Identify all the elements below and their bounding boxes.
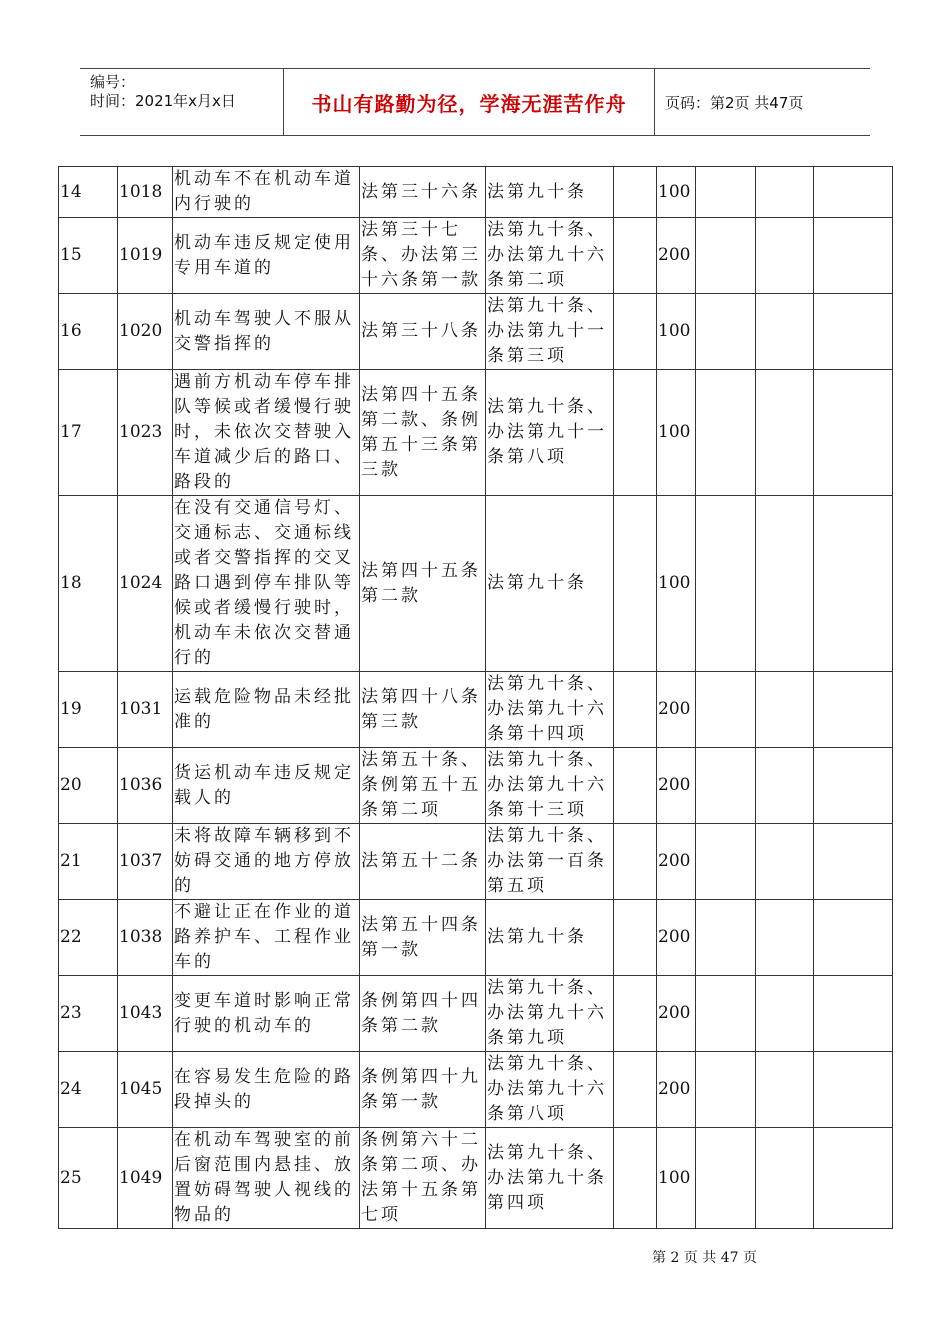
empty-cell [614,294,657,370]
empty-cell [696,900,756,976]
empty-cell [756,1052,814,1128]
legal-basis-cell: 法第三十八条 [360,294,486,370]
empty-cell [696,496,756,672]
violation-description-cell: 在机动车驾驶室的前后窗范围内悬挂、放置妨碍驾驶人视线的物品的 [173,1128,360,1229]
empty-cell [614,218,657,294]
row-sequence-cell: 15 [59,218,118,294]
fine-amount-cell: 100 [657,370,696,496]
table-body [59,167,893,1229]
empty-cell [814,1128,893,1229]
row-sequence-cell: 18 [59,496,118,672]
table-row [59,976,893,1052]
legal-basis-cell: 法第三十六条 [360,167,486,218]
penalty-basis-cell: 法第九十条、办法第九十六条第十三项 [486,748,614,824]
empty-cell [814,218,893,294]
empty-cell [756,370,814,496]
table-row [59,1128,893,1229]
table-row [59,900,893,976]
penalty-basis-cell: 法第九十条、办法第九十六条第九项 [486,976,614,1052]
empty-cell [614,167,657,218]
row-sequence-cell: 16 [59,294,118,370]
fine-amount-cell: 200 [657,1052,696,1128]
penalty-basis-cell: 法第九十条、办法第一百条第五项 [486,824,614,900]
empty-cell [756,824,814,900]
fine-amount-cell: 100 [657,496,696,672]
empty-cell [696,748,756,824]
empty-cell [814,748,893,824]
table-row [59,370,893,496]
violation-description-cell: 机动车驾驶人不服从交警指挥的 [173,294,360,370]
row-sequence-cell: 22 [59,900,118,976]
violation-code-cell: 1037 [118,824,173,900]
empty-cell [756,167,814,218]
empty-cell [814,672,893,748]
empty-cell [814,496,893,672]
legal-basis-cell: 条例第四十四条第二款 [360,976,486,1052]
legal-basis-cell: 法第四十五条第二款、条例第五十三条第三款 [360,370,486,496]
violation-description-cell: 机动车不在机动车道内行驶的 [173,167,360,218]
empty-cell [696,976,756,1052]
violation-code-cell: 1018 [118,167,173,218]
empty-cell [696,218,756,294]
empty-cell [696,294,756,370]
legal-basis-cell: 法第四十五条第二款 [360,496,486,672]
penalty-basis-cell: 法第九十条、办法第九十六条第十四项 [486,672,614,748]
violation-description-cell: 在没有交通信号灯、交通标志、交通标线或者交警指挥的交叉路口遇到停车排队等候或者缓慢行驶时，机动车未依次交替通行的 [173,496,360,672]
empty-cell [696,1128,756,1229]
empty-cell [614,748,657,824]
empty-cell [696,824,756,900]
legal-basis-cell: 法第五十二条 [360,824,486,900]
penalty-basis-cell: 法第九十条 [486,496,614,672]
violation-description-cell: 货运机动车违反规定载人的 [173,748,360,824]
row-sequence-cell: 17 [59,370,118,496]
penalty-basis-cell: 法第九十条、办法第九十六条第八项 [486,1052,614,1128]
header-motto: 书山有路勤为径，学海无涯苦作舟 [283,69,655,135]
empty-cell [814,824,893,900]
fine-amount-cell: 100 [657,294,696,370]
table-row [59,824,893,900]
legal-basis-cell: 法第三十七条、办法第三十六条第一款 [360,218,486,294]
empty-cell [614,900,657,976]
empty-cell [696,672,756,748]
empty-cell [756,1128,814,1229]
penalty-basis-cell: 法第九十条、办法第九十六条第二项 [486,218,614,294]
violation-table [58,166,893,1229]
violation-description-cell: 变更车道时影响正常行驶的机动车的 [173,976,360,1052]
document-number-label: 编号： [90,73,136,91]
empty-cell [614,824,657,900]
table-row [59,672,893,748]
table-row [59,167,893,218]
legal-basis-cell: 法第四十八条第三款 [360,672,486,748]
violation-description-cell: 运载危险物品未经批准的 [173,672,360,748]
legal-basis-cell: 条例第六十二条第二项、办法第十五条第七项 [360,1128,486,1229]
fine-amount-cell: 200 [657,672,696,748]
violation-code-cell: 1031 [118,672,173,748]
fine-amount-cell: 200 [657,900,696,976]
penalty-basis-cell: 法第九十条、办法第九十一条第八项 [486,370,614,496]
penalty-basis-cell: 法第九十条 [486,167,614,218]
fine-amount-cell: 200 [657,824,696,900]
row-sequence-cell: 19 [59,672,118,748]
empty-cell [756,976,814,1052]
empty-cell [614,1052,657,1128]
document-date: 时间：2021年x月x日 [90,92,236,110]
violation-code-cell: 1038 [118,900,173,976]
empty-cell [756,672,814,748]
empty-cell [756,294,814,370]
violation-code-cell: 1045 [118,1052,173,1128]
empty-cell [756,218,814,294]
table-row [59,294,893,370]
violation-code-cell: 1043 [118,976,173,1052]
violation-code-cell: 1036 [118,748,173,824]
fine-amount-cell: 100 [657,167,696,218]
empty-cell [696,167,756,218]
fine-amount-cell: 100 [657,1128,696,1229]
violation-code-cell: 1019 [118,218,173,294]
empty-cell [814,900,893,976]
empty-cell [614,672,657,748]
empty-cell [614,496,657,672]
empty-cell [614,1128,657,1229]
empty-cell [614,370,657,496]
row-sequence-cell: 14 [59,167,118,218]
violation-description-cell: 未将故障车辆移到不妨碍交通的地方停放的 [173,824,360,900]
fine-amount-cell: 200 [657,218,696,294]
penalty-basis-cell: 法第九十条、办法第九十条第四项 [486,1128,614,1229]
violation-code-cell: 1020 [118,294,173,370]
empty-cell [756,748,814,824]
empty-cell [756,496,814,672]
table-row [59,748,893,824]
page-header [80,68,870,136]
violation-description-cell: 在容易发生危险的路段掉头的 [173,1052,360,1128]
row-sequence-cell: 21 [59,824,118,900]
empty-cell [814,167,893,218]
empty-cell [814,976,893,1052]
header-meta [80,69,283,135]
violation-description-cell: 不避让正在作业的道路养护车、工程作业车的 [173,900,360,976]
row-sequence-cell: 20 [59,748,118,824]
violation-code-cell: 1024 [118,496,173,672]
legal-basis-cell: 条例第四十九条第一款 [360,1052,486,1128]
empty-cell [614,976,657,1052]
page-footer: 第 2 页 共 47 页 [652,1250,757,1266]
row-sequence-cell: 25 [59,1128,118,1229]
penalty-basis-cell: 法第九十条 [486,900,614,976]
empty-cell [814,294,893,370]
legal-basis-cell: 法第五十条、条例第五十五条第二项 [360,748,486,824]
empty-cell [696,370,756,496]
table-row [59,496,893,672]
legal-basis-cell: 法第五十四条第一款 [360,900,486,976]
penalty-basis-cell: 法第九十条、办法第九十一条第三项 [486,294,614,370]
empty-cell [756,900,814,976]
violation-description-cell: 遇前方机动车停车排队等候或者缓慢行驶时，未依次交替驶入车道减少后的路口、路段的 [173,370,360,496]
empty-cell [696,1052,756,1128]
row-sequence-cell: 24 [59,1052,118,1128]
empty-cell [814,1052,893,1128]
violation-description-cell: 机动车违反规定使用专用车道的 [173,218,360,294]
violation-code-cell: 1023 [118,370,173,496]
empty-cell [814,370,893,496]
table-row [59,1052,893,1128]
table-row [59,218,893,294]
fine-amount-cell: 200 [657,748,696,824]
row-sequence-cell: 23 [59,976,118,1052]
fine-amount-cell: 200 [657,976,696,1052]
header-page-info: 页码：第2页 共47页 [665,93,804,112]
violation-code-cell: 1049 [118,1128,173,1229]
